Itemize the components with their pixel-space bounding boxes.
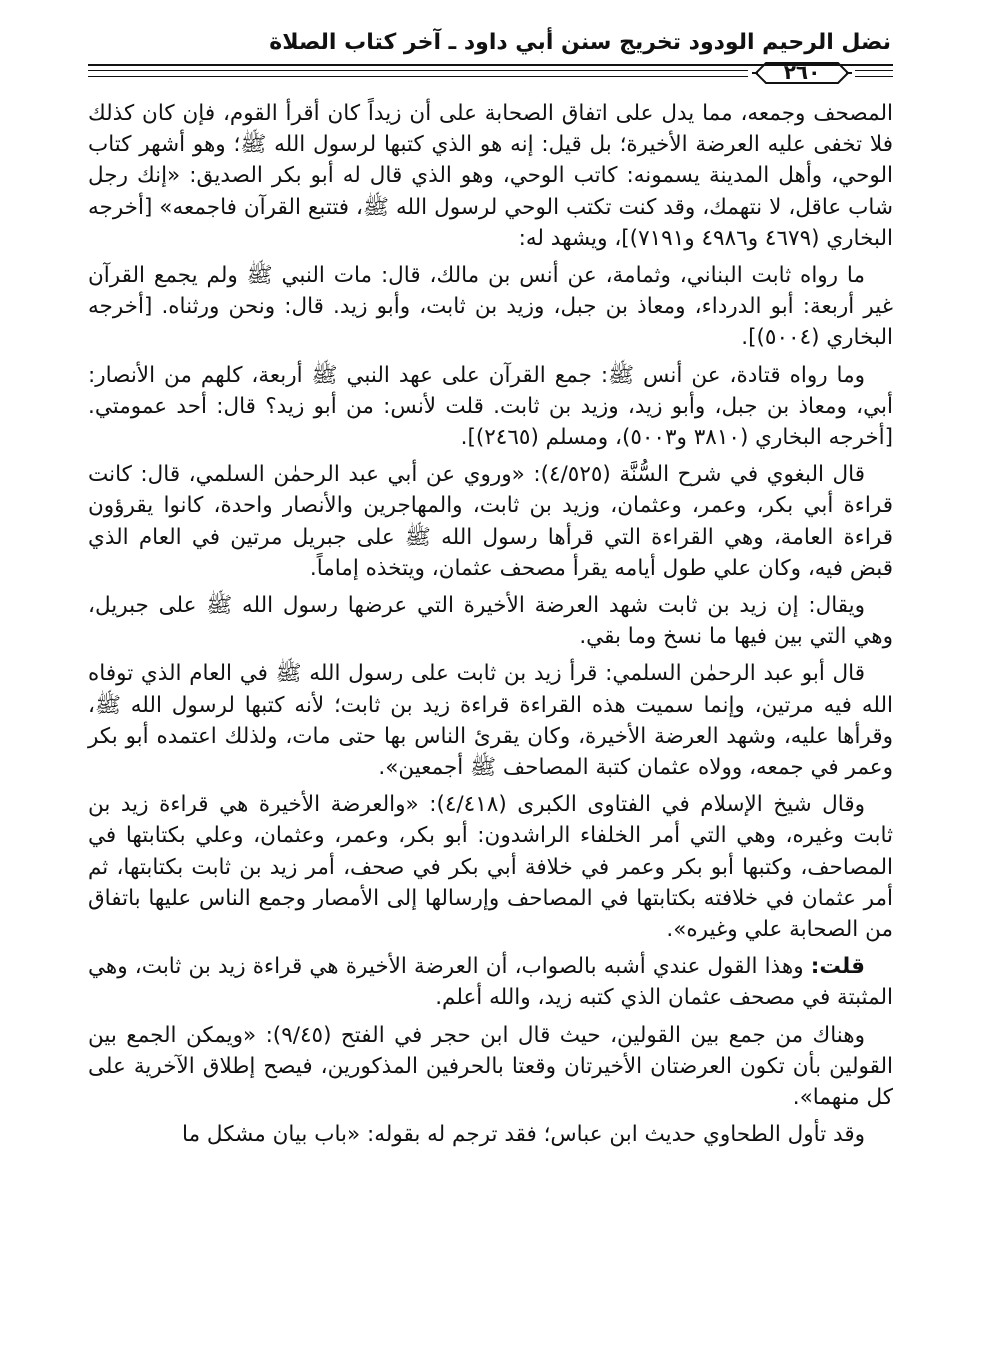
paragraph-text: قال أبو عبد الرحمٰن السلمي: قرأ زيد بن ثابت على رسول الله ﷺ في العام الذي توفاه الله فيه مرتين، وإنما سميت هذه القراءة قراءة زيد بن ثابت؛ لأنه كتبها لرسول الله ﷺ، وقرأها عليه، وشهد العرضة الأخيرة، وكان يقرئ الناس بها حتى مات، ولذلك اعتمده أبو بكر وعمر في جمعه، وولاه عثمان كتبة المصاحف ﷺ أجمعين». — [88, 661, 893, 781]
paragraph-text: قال البغوي في شرح السُّنَّة (٤/٥٢٥): «وروي عن أبي عبد الرحمٰن السلمي، قال: كانت قراءة أبي بكر، وعمر، وعثمان، وزيد بن ثابت، والمهاجرين والأنصار واحدة، كانوا يقرؤون قراءة العامة، وهي القراءة التي قرأها رسول الله ﷺ على جبريل مرتين في العام الذي قبض فيه، وكان علي طول أيامه يقرأ مصحف عثمان، ويتخذه إماماً. — [88, 462, 893, 581]
paragraph-6 — [88, 658, 893, 783]
paragraph-8 — [88, 951, 893, 1013]
header-double-rule-right-upper — [855, 70, 893, 71]
paragraph-4 — [88, 459, 893, 584]
paragraph-text: وقال شيخ الإسلام في الفتاوى الكبرى (٤/٤١٨): «والعرضة الأخيرة هي قراءة زيد بن ثابت وغيره، وهي التي أمر الخلفاء الراشدون: أبو بكر، وعمر، وعثمان، وعلي بكتابتها في المصاحف، وكتبها أبو بكر وعمر في خلافة أبي بكر في صحف، أمر زيد بن ثابت بكتابتها، ثم أمر عثمان في خلافته بكتابتها في المصاحف وإرسالها إلى الأمصار وجمع الناس عليها باتفاق من الصحابة علي وغيره». — [88, 792, 893, 943]
paragraph-text: المصحف وجمعه، مما يدل على اتفاق الصحابة على أن زيداً كان أقرأ القوم، فإن كان كذلك فلا تخفى عليه العرضة الأخيرة؛ بل قيل: إنه هو الذي كتبها لرسول الله ﷺ؛ وهو أشهر كتاب الوحي، وأهل المدينة يسمونه: كاتب الوحي، وهو الذي قال له أبو بكر الصديق: «إنك رجل شاب عاقل، لا نتهمك، وقد كنت تكتب الوحي لرسول الله ﷺ، فتتبع القرآن فاجمعه» [أخرجه البخاري (٤٦٧٩ و٤٩٨٦ و٧١٩١)]، ويشهد له: — [88, 101, 893, 251]
paragraph-lead: قلت: — [810, 954, 865, 980]
paragraph-3 — [88, 360, 893, 454]
paragraph-text: وهناك من جمع بين القولين، حيث قال ابن حجر في الفتح (٩/٤٥): «ويمكن الجمع بين القولين بأن تكون العرضتان الأخيرتان وقعتا بالحرفين المذكورين، فيصح إطلاق الآخرية على كل منهما». — [88, 1022, 893, 1111]
page-number: ٢٦٠ — [783, 60, 821, 84]
paragraph-2 — [88, 260, 893, 354]
paragraph-7 — [88, 789, 893, 945]
page-number-ornament — [752, 58, 852, 88]
header-double-rule-left-lower — [88, 76, 748, 77]
body-text — [88, 98, 893, 1151]
paragraph-10 — [88, 1119, 893, 1150]
paragraph-text: ويقال: إن زيد بن ثابت شهد العرضة الأخيرة التي عرضها رسول الله ﷺ على جبريل، وهي التي بين فيها ما نسخ وما بقي. — [88, 593, 893, 650]
paragraph-1 — [88, 98, 893, 254]
paragraph-text: وهذا القول عندي أشبه بالصواب، أن العرضة الأخيرة هي قراءة زيد بن ثابت، وهي المثبتة في مصحف عثمان الذي كتبه زيد، والله أعلم. — [88, 954, 893, 1011]
paragraph-text: وما رواه قتادة، عن أنس ﷺ: جمع القرآن على عهد النبي ﷺ أربعة، كلهم من الأنصار: أبي، ومعاذ بن جبل، وأبو زيد، وزيد بن ثابت. قلت لأنس: من أبو زيد؟ قال: أحد عمومتي. [أخرجه البخاري (٣٨١٠ و٥٠٠٣)، ومسلم (٢٤٦٥)]. — [88, 362, 893, 451]
header-double-rule-right-lower — [855, 76, 893, 77]
header-double-rule-left-upper — [88, 70, 748, 71]
running-title: نضل الرحيم الودود تخريج سنن أبي داود ـ آخر كتاب الصلاة — [269, 30, 891, 55]
paragraph-5 — [88, 590, 893, 652]
paragraph-9 — [88, 1020, 893, 1114]
paragraph-text: وقد تأول الطحاوي حديث ابن عباس؛ فقد ترجم له بقوله: «باب بيان مشكل ما — [182, 1122, 865, 1148]
paragraph-text: ما رواه ثابت البناني، وثمامة، عن أنس بن مالك، قال: مات النبي ﷺ ولم يجمع القرآن غير أربعة: أبو الدرداء، ومعاذ بن جبل، وزيد بن ثابت، وأبو زيد. قال: ونحن ورثناه. [أخرجه البخاري (٥٠٠٤)]. — [88, 263, 893, 351]
